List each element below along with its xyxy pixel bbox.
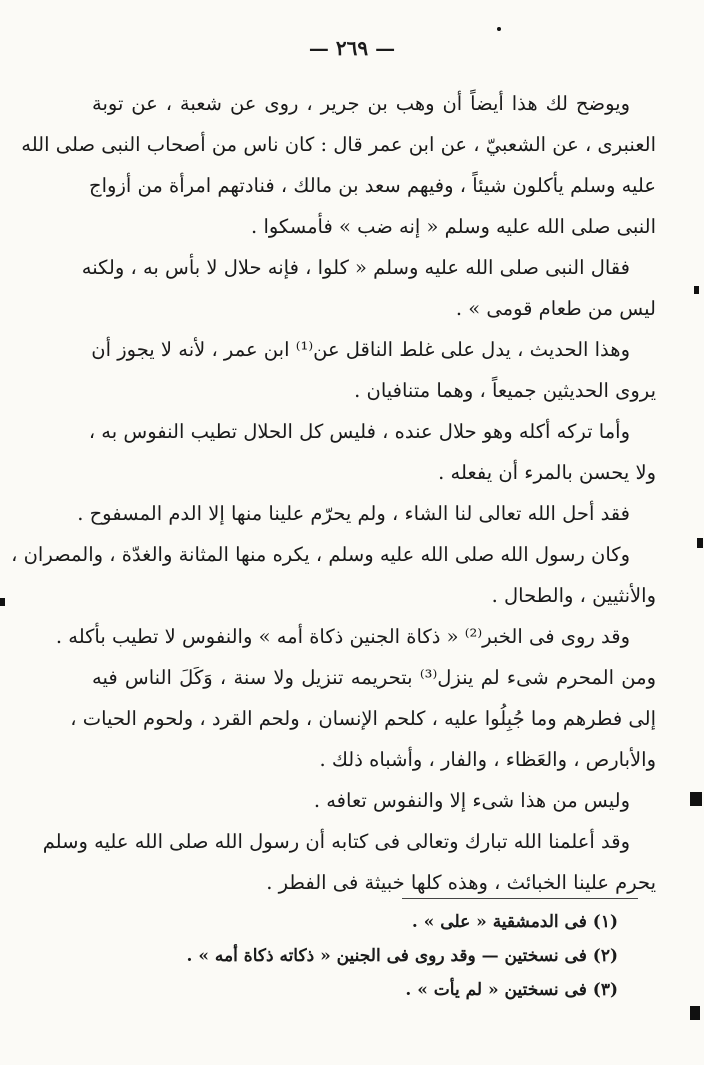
scan-edge-mark [497,27,501,31]
text-line: وقد أعلمنا الله تبارك وتعالى فى كتابه أن رسول الله صلى الله عليه وسلم [42,830,630,853]
text-line: والأبارص ، والعَظاء ، والفار ، وأشباه ذلك . [319,748,656,771]
text-line: وهذا الحديث ، يدل على غلط الناقل عن⁽¹⁾ ابن عمر ، لأنه لا يجوز أن [91,338,630,361]
text-line: عليه وسلم يأكلون شيئاً ، وفيهم سعد بن مالك ، فنادتهم امرأة من أزواج [89,174,656,197]
text-line: ليس من طعام قومى » . [455,297,656,320]
scan-edge-mark [694,286,699,294]
text-line: النبى صلى الله عليه وسلم « إنه ضب » فأمسكوا . [251,215,656,238]
footnote: (٣) فى نسختين « لم يأت » . [405,980,618,1000]
text-line: ويوضح لك هذا أيضاً أن وهب بن جرير ، روى عن شعبة ، عن توبة [92,92,630,115]
text-line: وكان رسول الله صلى الله عليه وسلم ، يكره منها المثانة والغدّة ، والمصران ، [11,543,630,566]
text-line: فقال النبى صلى الله عليه وسلم « كلوا ، فإنه حلال لا بأس به ، ولكنه [81,256,630,279]
text-line: فقد أحل الله تعالى لنا الشاء ، ولم يحرّم علينا منها إلا الدم المسفوح . [77,502,630,525]
scan-edge-mark [0,598,5,606]
text-line: والأنثيين ، والطحال . [491,584,656,607]
page-number: — ٢٦٩ — [308,36,396,60]
text-line: وقد روى فى الخبر⁽²⁾ « ذكاة الجنين ذكاة أمه » والنفوس لا تطيب بأكله . [55,625,630,648]
footnotes [92,905,636,1007]
text-line: إلى فطرهم وما جُبِلُوا عليه ، كلحم الإنسان ، ولحم القرد ، ولحوم الحيات ، [70,707,656,730]
text-line: العنبرى ، عن الشعبيّ ، عن ابن عمر قال : كان ناس من أصحاب النبى صلى الله [21,133,656,156]
scan-edge-mark [697,538,703,548]
footnote: (٢) فى نسختين — وقد روى فى الجنين « ذكاته ذكاة أمه » . [186,946,618,966]
text-line: يروى الحديثين جميعاً ، وهما متنافيان . [354,379,656,402]
text-line: وأما تركه أكله وهو حلال عنده ، فليس كل الحلال تطيب النفوس به ، [88,420,630,443]
body-text [11,83,656,903]
scan-edge-mark [690,792,702,806]
footnote: (١) فى الدمشقية « على » . [411,912,618,932]
footnote-separator [402,898,638,899]
text-line: يحرم علينا الخبائث ، وهذه كلها خبيثة فى الفطر . [266,871,656,894]
text-line: ومن المحرم شىء لم ينزل⁽³⁾ بتحريمه تنزيل ولا سنة ، وَكَلَ الناس فيه [92,666,656,689]
scan-edge-mark [690,1006,700,1020]
text-line: وليس من هذا شىء إلا والنفوس تعافه . [313,789,630,812]
text-line: ولا يحسن بالمرء أن يفعله . [438,461,656,484]
